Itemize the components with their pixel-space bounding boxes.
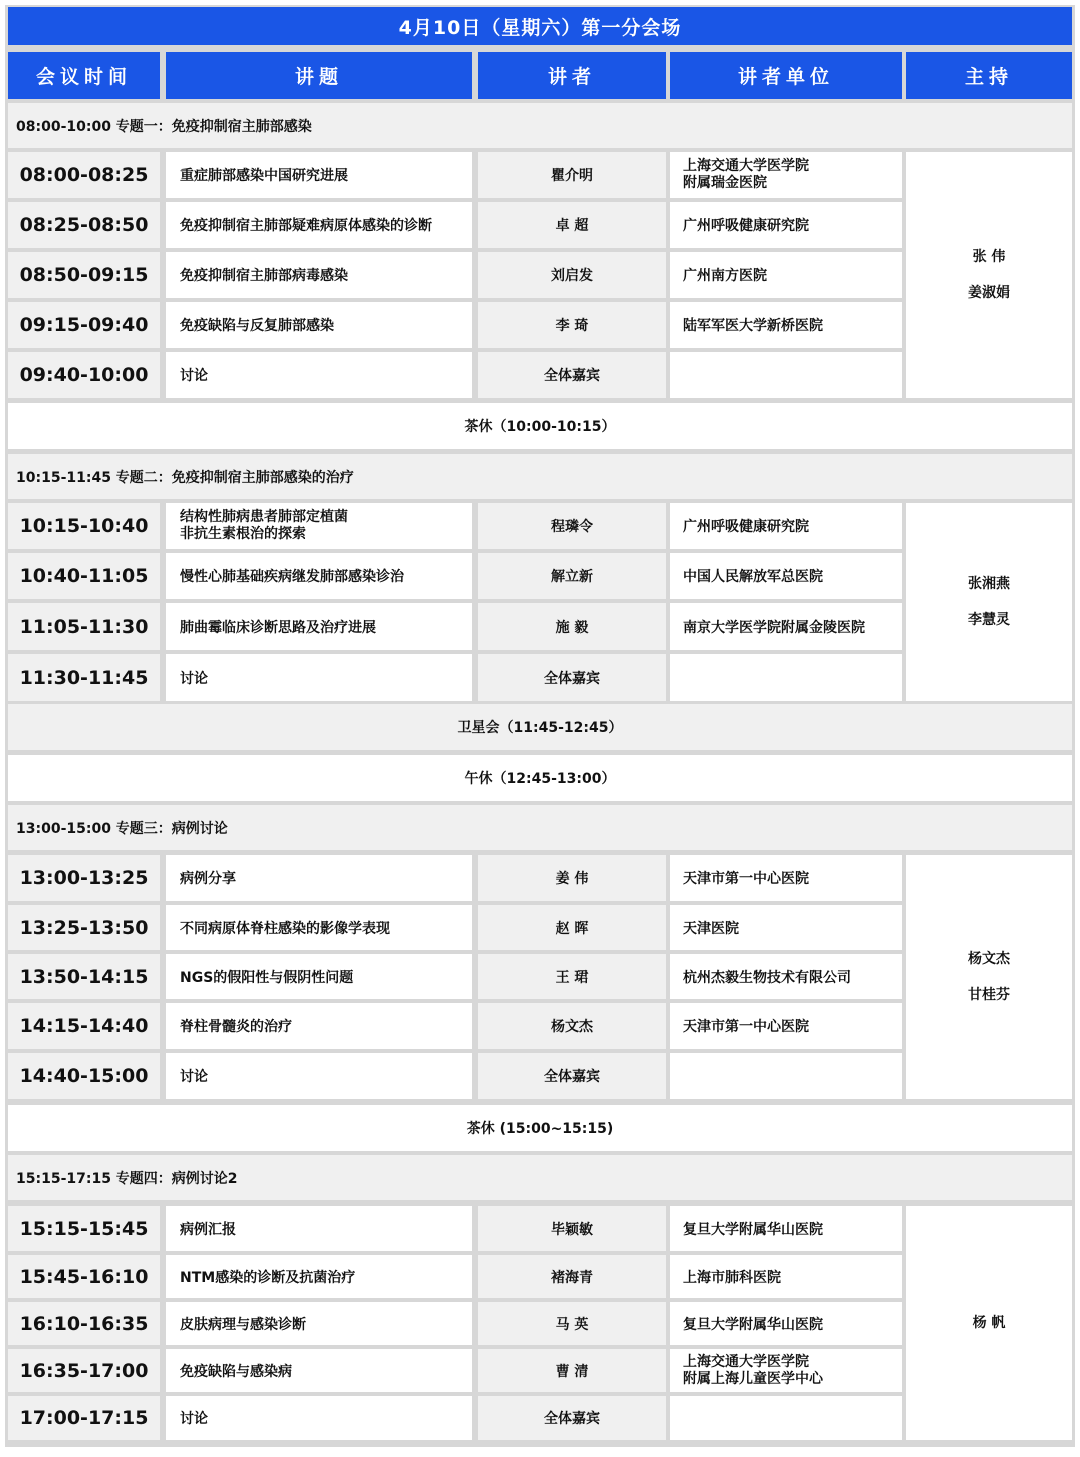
speaker-name-text: 瞿介明 [551,168,593,184]
talk-topic-text: 脊柱骨髓炎的治疗 [180,1019,292,1035]
break-text: 茶休（10:00-10:15） [464,419,616,435]
talk-topic [166,1255,472,1298]
speaker-name [478,503,666,549]
speaker-name-text: 全体嘉宾 [544,1069,600,1085]
break-text: 卫星会（11:45-12:45） [457,720,623,736]
session-time [8,1003,160,1049]
talk-topic-line: 非抗生素根治的探索 [180,526,306,542]
session-time-text: 11:05-11:30 [19,615,149,638]
speaker-name-text: 王 珺 [555,969,589,986]
header-time [8,52,160,99]
page-title-text: 4月10日（星期六）第一分会场 [398,16,682,39]
speaker-name [478,855,666,901]
talk-topic-text: 免疫抑制宿主肺部病毒感染 [180,268,348,284]
speaker-org [670,654,902,701]
speaker-org-line: 附属上海儿童医学中心 [683,1370,823,1387]
section-label: 10:15-11:45 专题二：免疫抑制宿主肺部感染的治疗 [16,469,354,486]
talk-topic-text: 讨论 [180,1069,208,1085]
session-time-text: 13:25-13:50 [19,916,149,939]
speaker-org-line: 广州南方医院 [683,268,767,284]
session-time [8,1349,160,1392]
header-topic-label: 讲题 [294,66,343,88]
session-time-text: 08:25-08:50 [19,214,149,236]
session-time [8,1053,160,1099]
speaker-org-line: 上海交通大学医学院 [683,1353,809,1370]
session-time-text: 14:40-15:00 [19,1065,149,1087]
talk-topic [166,152,472,198]
speaker-name [478,1302,666,1345]
talk-topic-text: 肺曲霉临床诊断思路及治疗进展 [180,619,376,636]
speaker-name [478,302,666,348]
session-time-text: 15:15-15:45 [19,1217,149,1240]
speaker-name-text: 赵 晖 [555,920,589,937]
talk-topic [166,1302,472,1345]
talk-topic [166,603,472,650]
speaker-org [670,1302,902,1345]
speaker-org-line: 复旦大学附属华山医院 [683,1221,823,1238]
talk-topic-text: 不同病原体脊柱感染的影像学表现 [180,920,390,937]
speaker-name [478,1255,666,1298]
header-speaker [478,52,666,99]
speaker-name-text: 全体嘉宾 [544,368,600,384]
speaker-name-text: 刘启发 [551,268,593,284]
session-time [8,553,160,599]
header-time-label: 会议时间 [35,66,132,88]
session-time [8,252,160,298]
speaker-org [670,302,902,348]
session-time-text: 08:00-08:25 [19,164,149,186]
speaker-name-text: 毕颖敏 [551,1221,593,1238]
moderator-name: 姜淑娟 [968,285,1010,301]
speaker-org-line: 附属瑞金医院 [683,175,767,191]
speaker-org-line: 上海交通大学医学院 [683,158,809,174]
speaker-org [670,855,902,901]
speaker-name-text: 程璘令 [551,519,593,535]
speaker-org [670,152,902,198]
speaker-name [478,152,666,198]
moderators [906,152,1072,398]
talk-topic [166,1206,472,1251]
header-host [906,52,1072,99]
speaker-org-line: 陆军军医大学新桥医院 [683,318,823,334]
session-time-text: 16:10-16:35 [19,1312,149,1335]
speaker-org-line: 中国人民解放军总医院 [683,569,823,585]
moderator-name: 甘桂芬 [968,987,1010,1003]
session-time-text: 16:35-17:00 [19,1359,149,1382]
session-time [8,152,160,198]
header-speaker-label: 讲者 [547,66,596,88]
session-time-text: 14:15-14:40 [19,1015,149,1037]
session-time-text: 10:15-10:40 [19,515,149,537]
talk-topic [166,1396,472,1440]
talk-topic [166,503,472,549]
moderator-name: 李慧灵 [968,612,1010,628]
session-time-text: 11:30-11:45 [19,666,149,689]
session-time-text: 09:40-10:00 [19,364,149,386]
speaker-name-text: 姜 伟 [555,871,589,887]
speaker-name [478,954,666,999]
moderator-name: 杨 帆 [972,1315,1006,1331]
header-host-label: 主持 [964,66,1013,88]
speaker-name [478,1349,666,1392]
speaker-org-line: 杭州杰毅生物技术有限公司 [683,969,851,986]
speaker-name [478,553,666,599]
speaker-name-text: 全体嘉宾 [544,670,600,687]
session-time [8,202,160,248]
speaker-name-text: 解立新 [551,569,593,585]
speaker-name [478,1396,666,1440]
header-org-label: 讲者单位 [737,66,834,88]
speaker-org [670,252,902,298]
talk-topic [166,855,472,901]
speaker-org [670,1396,902,1440]
talk-topic [166,553,472,599]
speaker-org-line: 上海市肺科医院 [683,1269,781,1286]
moderators [906,503,1072,701]
talk-topic [166,352,472,398]
speaker-name [478,1003,666,1049]
speaker-org-line: 天津医院 [683,920,739,937]
speaker-name-text: 全体嘉宾 [544,1411,600,1427]
speaker-org [670,1349,902,1392]
section-header [8,454,1072,499]
speaker-org-line: 天津市第一中心医院 [683,1019,809,1035]
session-time [8,905,160,950]
talk-topic [166,1053,472,1099]
speaker-name [478,202,666,248]
session-time-text: 10:40-11:05 [19,565,149,587]
session-time-text: 09:15-09:40 [19,314,149,336]
session-time [8,1302,160,1345]
break-tea1 [8,403,1072,449]
talk-topic [166,302,472,348]
speaker-name [478,905,666,950]
session-time [8,855,160,901]
session-time [8,954,160,999]
talk-topic [166,905,472,950]
talk-topic-line: 结构性肺病患者肺部定植菌 [180,509,348,525]
speaker-name-text: 褚海青 [551,1269,593,1286]
talk-topic-text: 免疫缺陷与反复肺部感染 [180,318,334,334]
speaker-name-text: 李 琦 [555,318,589,334]
session-time-text: 08:50-09:15 [19,264,149,286]
speaker-name [478,352,666,398]
speaker-org [670,553,902,599]
moderator-name: 张湘燕 [968,576,1010,592]
talk-topic [166,1003,472,1049]
speaker-name-text: 曹 清 [555,1363,589,1380]
talk-topic [166,252,472,298]
talk-topic-text: 讨论 [180,1411,208,1427]
speaker-org [670,503,902,549]
session-time [8,352,160,398]
talk-topic [166,202,472,248]
break-satellite [8,704,1072,750]
talk-topic-text: 慢性心肺基础疾病继发肺部感染诊治 [180,569,404,585]
speaker-org-line: 复旦大学附属华山医院 [683,1316,823,1333]
header-topic [166,52,472,99]
talk-topic-text: 皮肤病理与感染诊断 [180,1316,306,1333]
speaker-org-line: 广州呼吸健康研究院 [683,519,809,535]
moderators [906,855,1072,1099]
speaker-name [478,603,666,650]
speaker-org [670,1053,902,1099]
session-time-text: 13:00-13:25 [19,867,149,889]
session-time [8,1206,160,1251]
speaker-name [478,1053,666,1099]
speaker-org [670,603,902,650]
section-label: 13:00-15:00 专题三：病例讨论 [16,820,228,837]
talk-topic-text: 讨论 [180,368,208,384]
speaker-name-text: 卓 超 [555,218,589,234]
moderators [906,1206,1072,1440]
talk-topic-text: NGS的假阳性与假阴性问题 [180,969,354,986]
talk-topic-text: NTM感染的诊断及抗菌治疗 [180,1269,356,1286]
break-lunch [8,755,1072,801]
speaker-name-text: 施 毅 [555,619,589,636]
section-header [8,1155,1072,1200]
talk-topic-text: 病例汇报 [180,1221,236,1238]
speaker-org [670,352,902,398]
section-header [8,805,1072,850]
session-time [8,603,160,650]
break-tea2 [8,1105,1072,1151]
session-time-text: 17:00-17:15 [19,1407,149,1429]
speaker-name [478,1206,666,1251]
session-time [8,1255,160,1298]
break-text: 午休（12:45-13:00） [464,771,616,787]
speaker-org [670,202,902,248]
talk-topic-text: 免疫缺陷与感染病 [180,1363,292,1380]
speaker-org [670,1255,902,1298]
speaker-name [478,654,666,701]
speaker-org [670,905,902,950]
talk-topic [166,954,472,999]
talk-topic [166,1349,472,1392]
section-header [8,103,1072,148]
speaker-org-line: 南京大学医学院附属金陵医院 [683,619,865,636]
session-time [8,654,160,701]
talk-topic-text: 重症肺部感染中国研究进展 [180,168,348,184]
talk-topic-text: 病例分享 [180,871,236,887]
talk-topic-text: 讨论 [180,670,208,687]
session-time [8,503,160,549]
session-time-text: 13:50-14:15 [19,965,149,988]
speaker-org-line: 天津市第一中心医院 [683,871,809,887]
speaker-org-line: 广州呼吸健康研究院 [683,218,809,234]
speaker-name [478,252,666,298]
speaker-name-text: 杨文杰 [551,1019,593,1035]
talk-topic-text: 免疫抑制宿主肺部疑难病原体感染的诊断 [180,218,432,234]
speaker-org [670,954,902,999]
session-time [8,1396,160,1440]
moderator-name: 杨文杰 [968,951,1010,967]
section-label: 08:00-10:00 专题一：免疫抑制宿主肺部感染 [16,118,312,135]
speaker-name-text: 马 英 [555,1316,589,1333]
break-text: 茶休 (15:00~15:15) [466,1121,614,1137]
talk-topic [166,654,472,701]
header-org [670,52,902,99]
session-time [8,302,160,348]
session-time-text: 15:45-16:10 [19,1265,149,1288]
section-label: 15:15-17:15 专题四：病例讨论2 [16,1170,238,1187]
speaker-org [670,1206,902,1251]
moderator-name: 张 伟 [972,249,1006,265]
page-title [8,7,1072,45]
speaker-org [670,1003,902,1049]
